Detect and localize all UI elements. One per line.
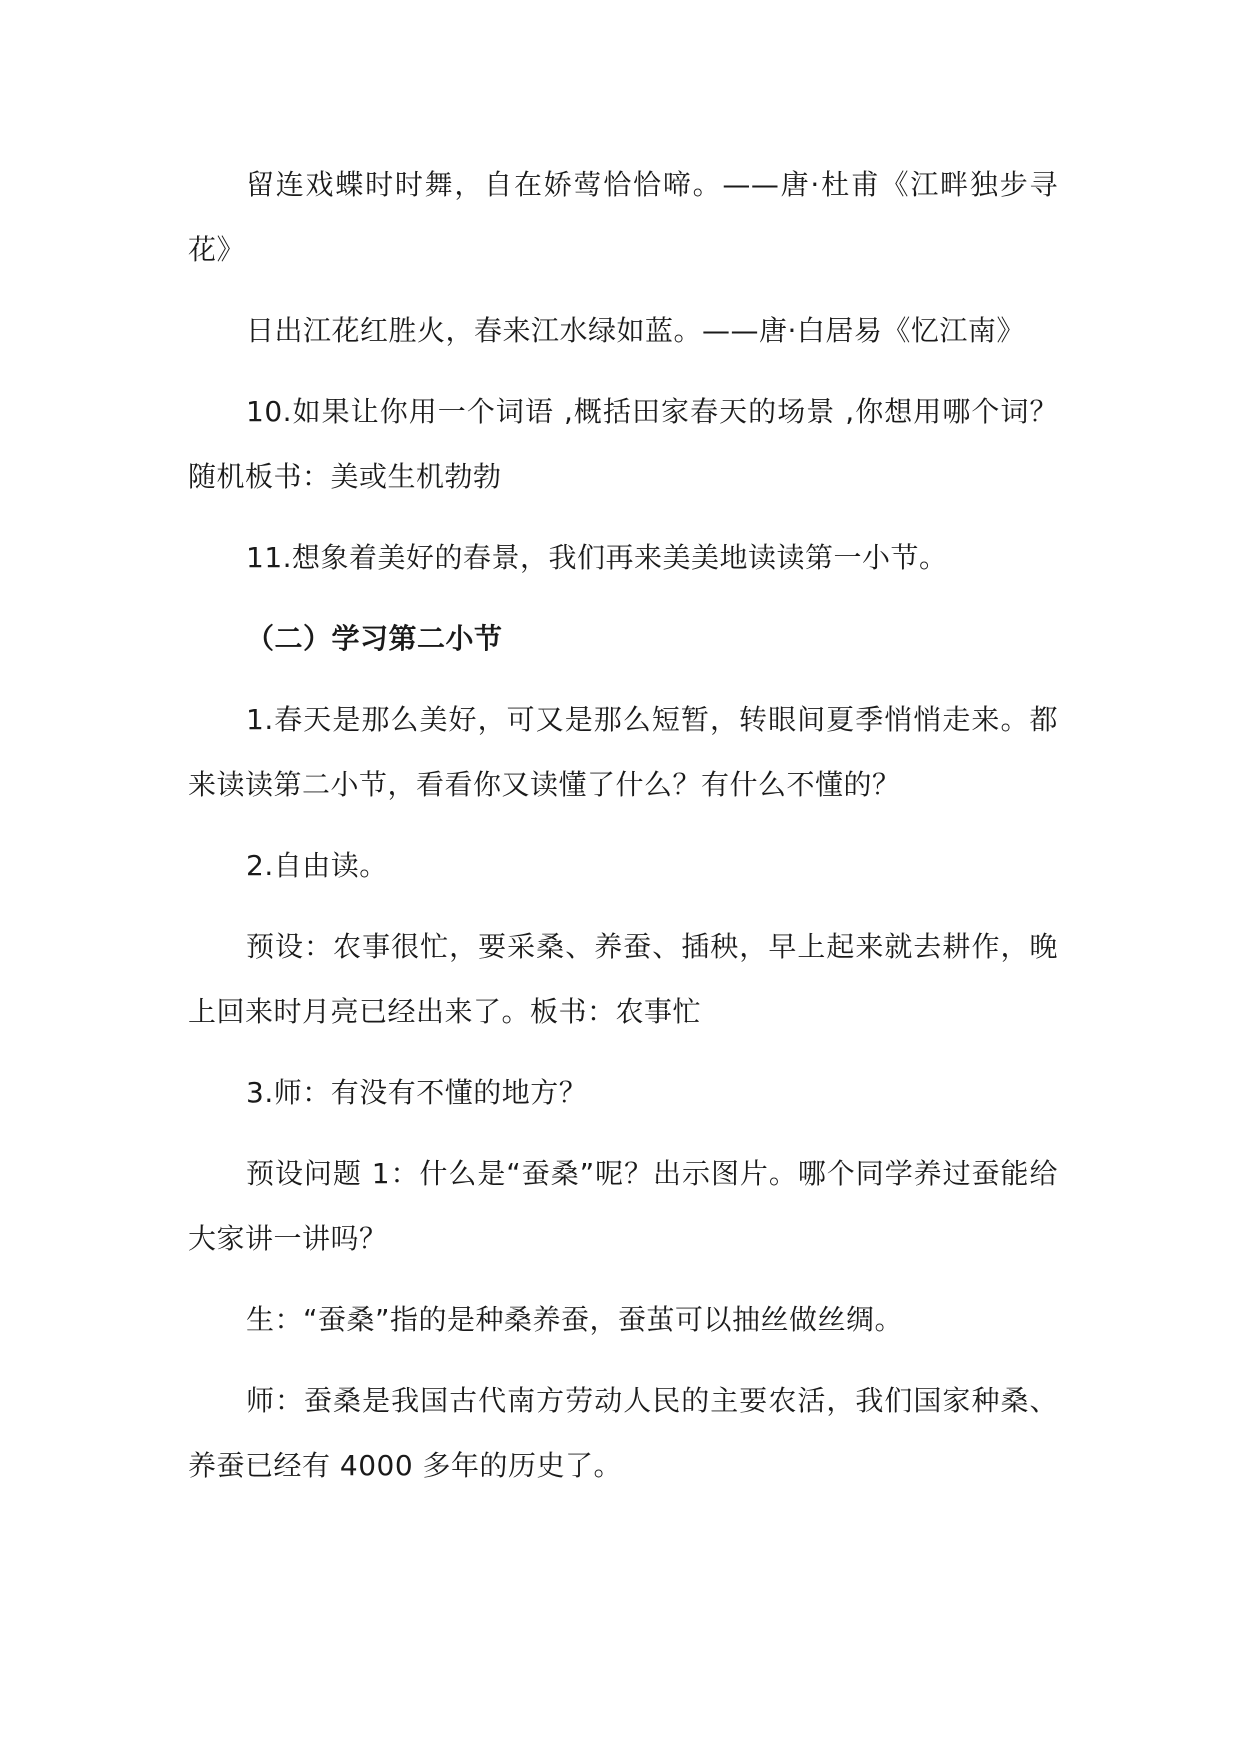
teacher-explanation-paragraph: 师：蚕桑是我国古代南方劳动人民的主要农活，我们国家种桑、养蚕已经有 4000 多年的历史了。 — [188, 1384, 1058, 1482]
section2-step-1: 1.春天是那么美好，可又是那么短暂，转眼间夏季悄悄走来。都来读读第二小节，看看你又读懂了什么？有什么不懂的？ — [188, 703, 1058, 801]
student-answer-paragraph: 生：“蚕桑”指的是种桑养蚕，蚕茧可以抽丝做丝绸。 — [246, 1303, 904, 1336]
lesson-step-10: 10.如果让你用一个词语 ,概括田家春天的场景 ,你想用哪个词？随机板书：美或生机勃勃 — [188, 395, 1058, 493]
lesson-step-11: 11.想象着美好的春景，我们再来美美地读读第一小节。 — [246, 541, 948, 574]
document-body — [188, 152, 1058, 1514]
preset-question-paragraph: 预设问题 1：什么是“蚕桑”呢？出示图片。哪个同学养过蚕能给大家讲一讲吗？ — [188, 1157, 1058, 1255]
section2-step-3: 3.师：有没有不懂的地方？ — [246, 1076, 588, 1109]
section2-step-2: 2.自由读。 — [246, 849, 388, 882]
poem-line-bai-juyi: 日出江花红胜火，春来江水绿如蓝。——唐·白居易《忆江南》 — [246, 314, 1025, 347]
preset-answer-paragraph: 预设：农事很忙，要采桑、养蚕、插秧，早上起来就去耕作，晚上回来时月亮已经出来了。板书：农事忙 — [188, 930, 1058, 1028]
poem-line-du-fu: 留连戏蝶时时舞，自在娇莺恰恰啼。——唐·杜甫《江畔独步寻花》 — [188, 168, 1058, 266]
section-heading: （二）学习第二小节 — [246, 622, 503, 655]
